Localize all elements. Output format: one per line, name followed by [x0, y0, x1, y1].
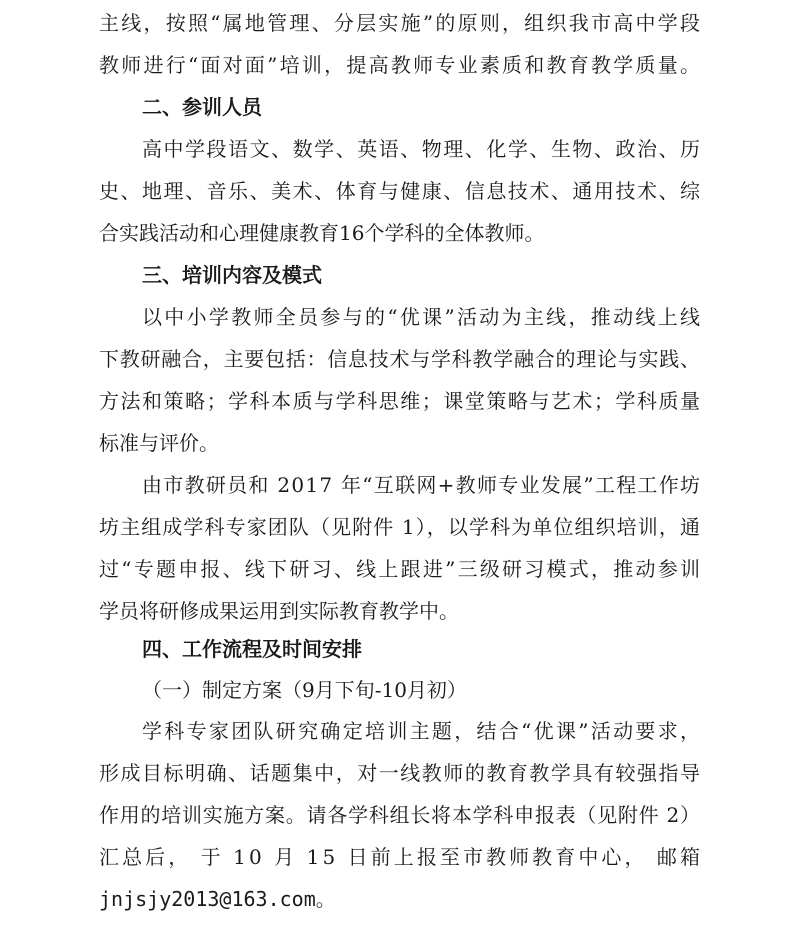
- line-text: 学科专家团队研究确定培训主题，结合“优课”活动要求，: [142, 719, 703, 743]
- body-line: [0, 710, 798, 752]
- email-address[interactable]: jnjsjy2013@163.com。: [99, 887, 336, 911]
- body-line: [0, 836, 798, 878]
- line-text: 过“专题申报、线下研习、线上跟进”三级研习模式，推动参训: [99, 557, 703, 581]
- line-text: 高中学段语文、数学、英语、物理、化学、生物、政治、历: [142, 137, 702, 161]
- email-line: [0, 878, 798, 920]
- section-heading-workflow: [0, 628, 798, 670]
- heading-text: 三、培训内容及模式: [142, 263, 322, 287]
- heading-text: 四、工作流程及时间安排: [142, 637, 362, 661]
- body-line: [0, 128, 798, 170]
- section-heading-participants: [0, 86, 798, 128]
- body-line: [0, 2, 798, 44]
- body-line: [0, 794, 798, 836]
- heading-text: 二、参训人员: [142, 95, 262, 119]
- line-text: 合实践活动和心理健康教育16个学科的全体教师。: [99, 221, 545, 245]
- line-text: 主线，按照“属地管理、分层实施”的原则，组织我市高中学段: [99, 11, 703, 35]
- line-text: 学员将研修成果运用到实际教育教学中。: [99, 599, 459, 623]
- body-line: [0, 212, 798, 254]
- body-line: [0, 506, 798, 548]
- line-text: 作用的培训实施方案。请各学科组长将本学科申报表（见附件 2）: [99, 803, 701, 827]
- line-text: 教师进行“面对面”培训，提高教师专业素质和教育教学质量。: [99, 53, 703, 77]
- body-line: [0, 548, 798, 590]
- line-text: 下教研融合，主要包括：信息技术与学科教学融合的理论与实践、: [99, 347, 701, 371]
- body-line: [0, 296, 798, 338]
- subheading-text: （一）制定方案（9月下旬-10月初）: [142, 678, 467, 702]
- line-text: 形成目标明确、话题集中，对一线教师的教育教学具有较强指导: [99, 761, 702, 785]
- body-line: [0, 464, 798, 506]
- line-text: 由市教研员和 2017 年“互联网+教师专业发展”工程工作坊: [142, 473, 702, 497]
- body-line: [0, 590, 798, 632]
- line-text: 以中小学教师全员参与的“优课”活动为主线，推动线上线: [142, 305, 703, 329]
- body-line: [0, 380, 798, 422]
- line-text: 汇总后， 于 10 月 15 日前上报至市教师教育中心， 邮箱: [99, 845, 704, 869]
- line-text: 方法和策略；学科本质与学科思维；课堂策略与艺术；学科质量: [99, 389, 702, 413]
- line-text: 史、地理、音乐、美术、体育与健康、信息技术、通用技术、综: [99, 179, 702, 203]
- line-text: 坊主组成学科专家团队（见附件 1），以学科为单位组织培训，通: [99, 515, 702, 539]
- body-line: [0, 752, 798, 794]
- subsection-heading-plan: [0, 669, 798, 711]
- body-line: [0, 422, 798, 464]
- section-heading-content-mode: [0, 254, 798, 296]
- body-line: [0, 170, 798, 212]
- body-line: [0, 44, 798, 86]
- body-line: [0, 338, 798, 380]
- line-text: 标准与评价。: [99, 431, 219, 455]
